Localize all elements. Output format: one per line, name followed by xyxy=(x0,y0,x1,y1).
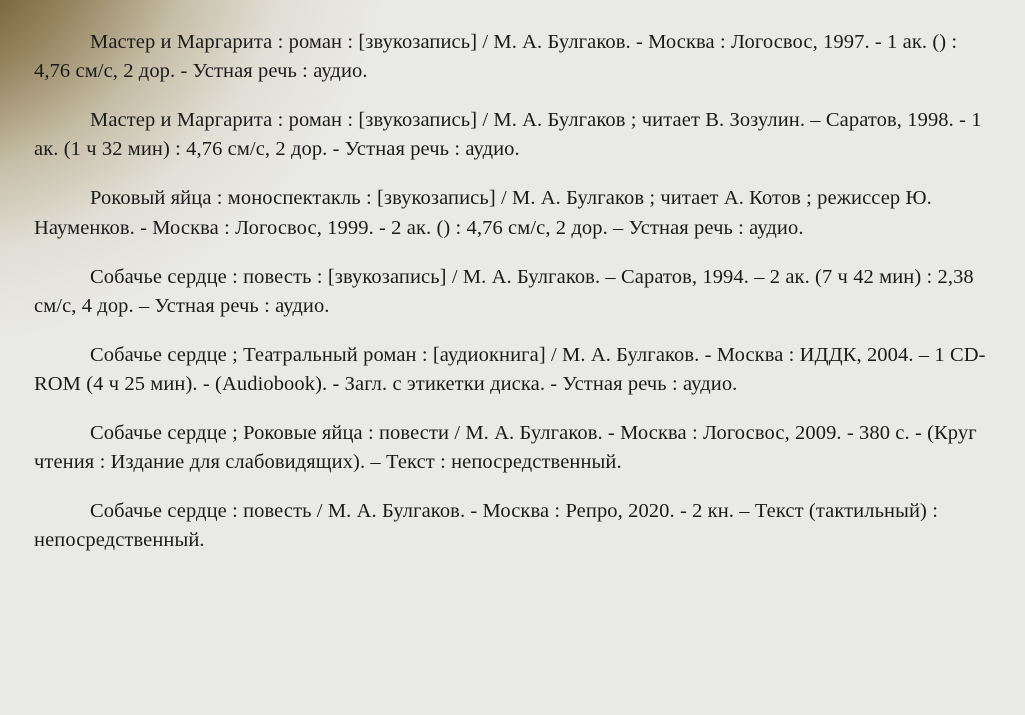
bibliography-entry: Мастер и Маргарита : роман : [звукозапись] / М. А. Булгаков. - Москва : Логосвос, 1997. - 1 ак. () : 4,76 см/с, 2 дор. - Устная речь : аудио. xyxy=(34,31,958,83)
bibliography-entry: Роковый яйца : моноспектакль : [звукозапись] / М. А. Булгаков ; читает А. Котов ; режиссер Ю. Науменков. - Москва : Логосвос, 1999. - 2 ак. () : 4,76 см/с, 2 дор. – Устная речь : аудио. xyxy=(34,187,932,239)
bibliography-entry: Собачье сердце : повесть / М. А. Булгаков. - Москва : Репро, 2020. - 2 кн. – Текст (тактильный) : непосредственный. xyxy=(34,500,938,552)
bibliography-entry: Собачье сердце ; Театральный роман : [аудиокнига] / М. А. Булгаков. - Москва : ИДДК, 2004. – 1 CD-ROM (4 ч 25 мин). - (Audiobook). - Загл. с этикетки диска. - Устная речь : аудио. xyxy=(34,343,986,395)
bibliography-entry: Собачье сердце : повесть : [звукозапись] / М. А. Булгаков. – Саратов, 1994. – 2 ак. (7 ч 42 мин) : 2,38 см/с, 4 дор. – Устная речь : аудио. xyxy=(34,265,974,317)
bibliography-entry: Собачье сердце ; Роковые яйца : повести / М. А. Булгаков. - Москва : Логосвос, 2009. - 380 с. - (Круг чтения : Издание для слабовидящих). – Текст : непосредственный. xyxy=(34,422,977,474)
bibliography-entry: Мастер и Маргарита : роман : [звукозапись] / М. А. Булгаков ; читает В. Зозулин. – Саратов, 1998. - 1 ак. (1 ч 32 мин) : 4,76 см/с, 2 дор. - Устная речь : аудио. xyxy=(34,109,982,161)
